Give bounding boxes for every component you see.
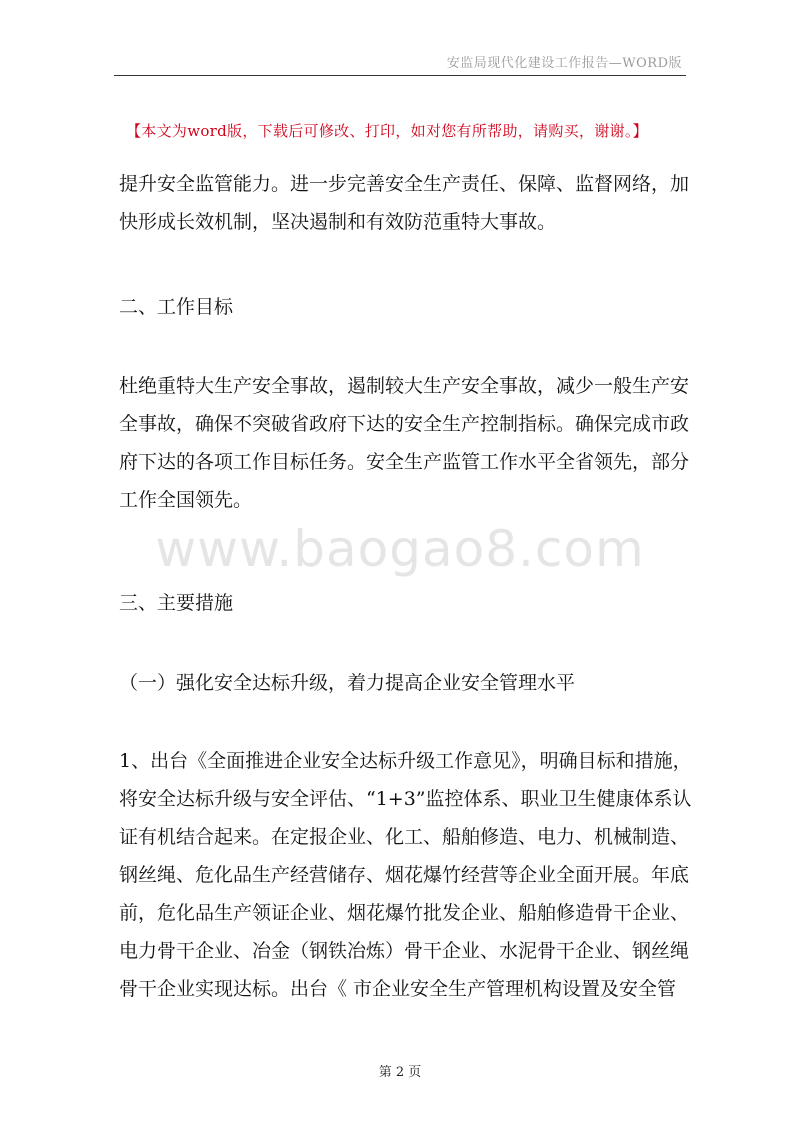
text-line: 将安全达标升级与安全评估、“1+3”监控体系、职业卫生健康体系认: [119, 788, 692, 810]
text-line: 杜绝重特大生产安全事故，遏制较大生产安全事故，减少一般生产安: [119, 375, 690, 397]
text-line: 电力骨干企业、冶金（钢铁冶炼）骨干企业、水泥骨干企业、钢丝绳: [119, 940, 690, 962]
text-line: 快形成长效机制，坚决遏制和有效防范重特大事故。: [119, 211, 557, 233]
heading-text: 三、主要措施: [119, 592, 234, 614]
section-heading-measures: [119, 584, 681, 622]
watermark-text: www.baogao8.com: [155, 520, 645, 578]
text-line: 钢丝绳、危化品生产经营储存、烟花爆竹经营等企业全面开展。年底: [119, 864, 690, 886]
paragraph-intro: [119, 165, 690, 241]
text-line: 前，危化品生产领证企业、烟花爆竹批发企业、船舶修造骨干企业、: [119, 902, 690, 924]
text-line: 提升安全监管能力。进一步完善安全生产责任、保障、监督网络，加: [119, 173, 690, 195]
header-divider: [114, 75, 686, 76]
document-header-title: 安监局现代化建设工作报告—WORD版: [446, 56, 682, 71]
paragraph-measure-1: [119, 742, 692, 1008]
section-heading-goals: [119, 288, 681, 326]
paragraph-goals: [119, 367, 690, 519]
text-line: 全事故，确保不突破省政府下达的安全生产控制指标。确保完成市政: [119, 413, 690, 435]
subheading-text: （一）强化安全达标升级，着力提高企业安全管理水平: [119, 672, 576, 694]
text-line: 工作全国领先。: [119, 489, 253, 511]
heading-text: 二、工作目标: [119, 296, 234, 318]
text-line: 证有机结合起来。在定报企业、化工、船舶修造、电力、机械制造、: [119, 826, 690, 848]
text-line: 1、出台《全面推进企业安全达标升级工作意见》，明确目标和措施，: [119, 750, 692, 772]
subsection-heading: [119, 664, 681, 702]
text-line: 府下达的各项工作目标任务。安全生产监管工作水平全省领先，部分: [119, 451, 690, 473]
page-number: 第 2 页: [378, 1065, 422, 1080]
download-notice: 【本文为word版，下载后可修改、打印，如对您有所帮助，请购买，谢谢。】: [126, 122, 648, 140]
text-line: 骨干企业实现达标。出台《 市企业安全生产管理机构设置及安全管: [119, 978, 677, 1000]
